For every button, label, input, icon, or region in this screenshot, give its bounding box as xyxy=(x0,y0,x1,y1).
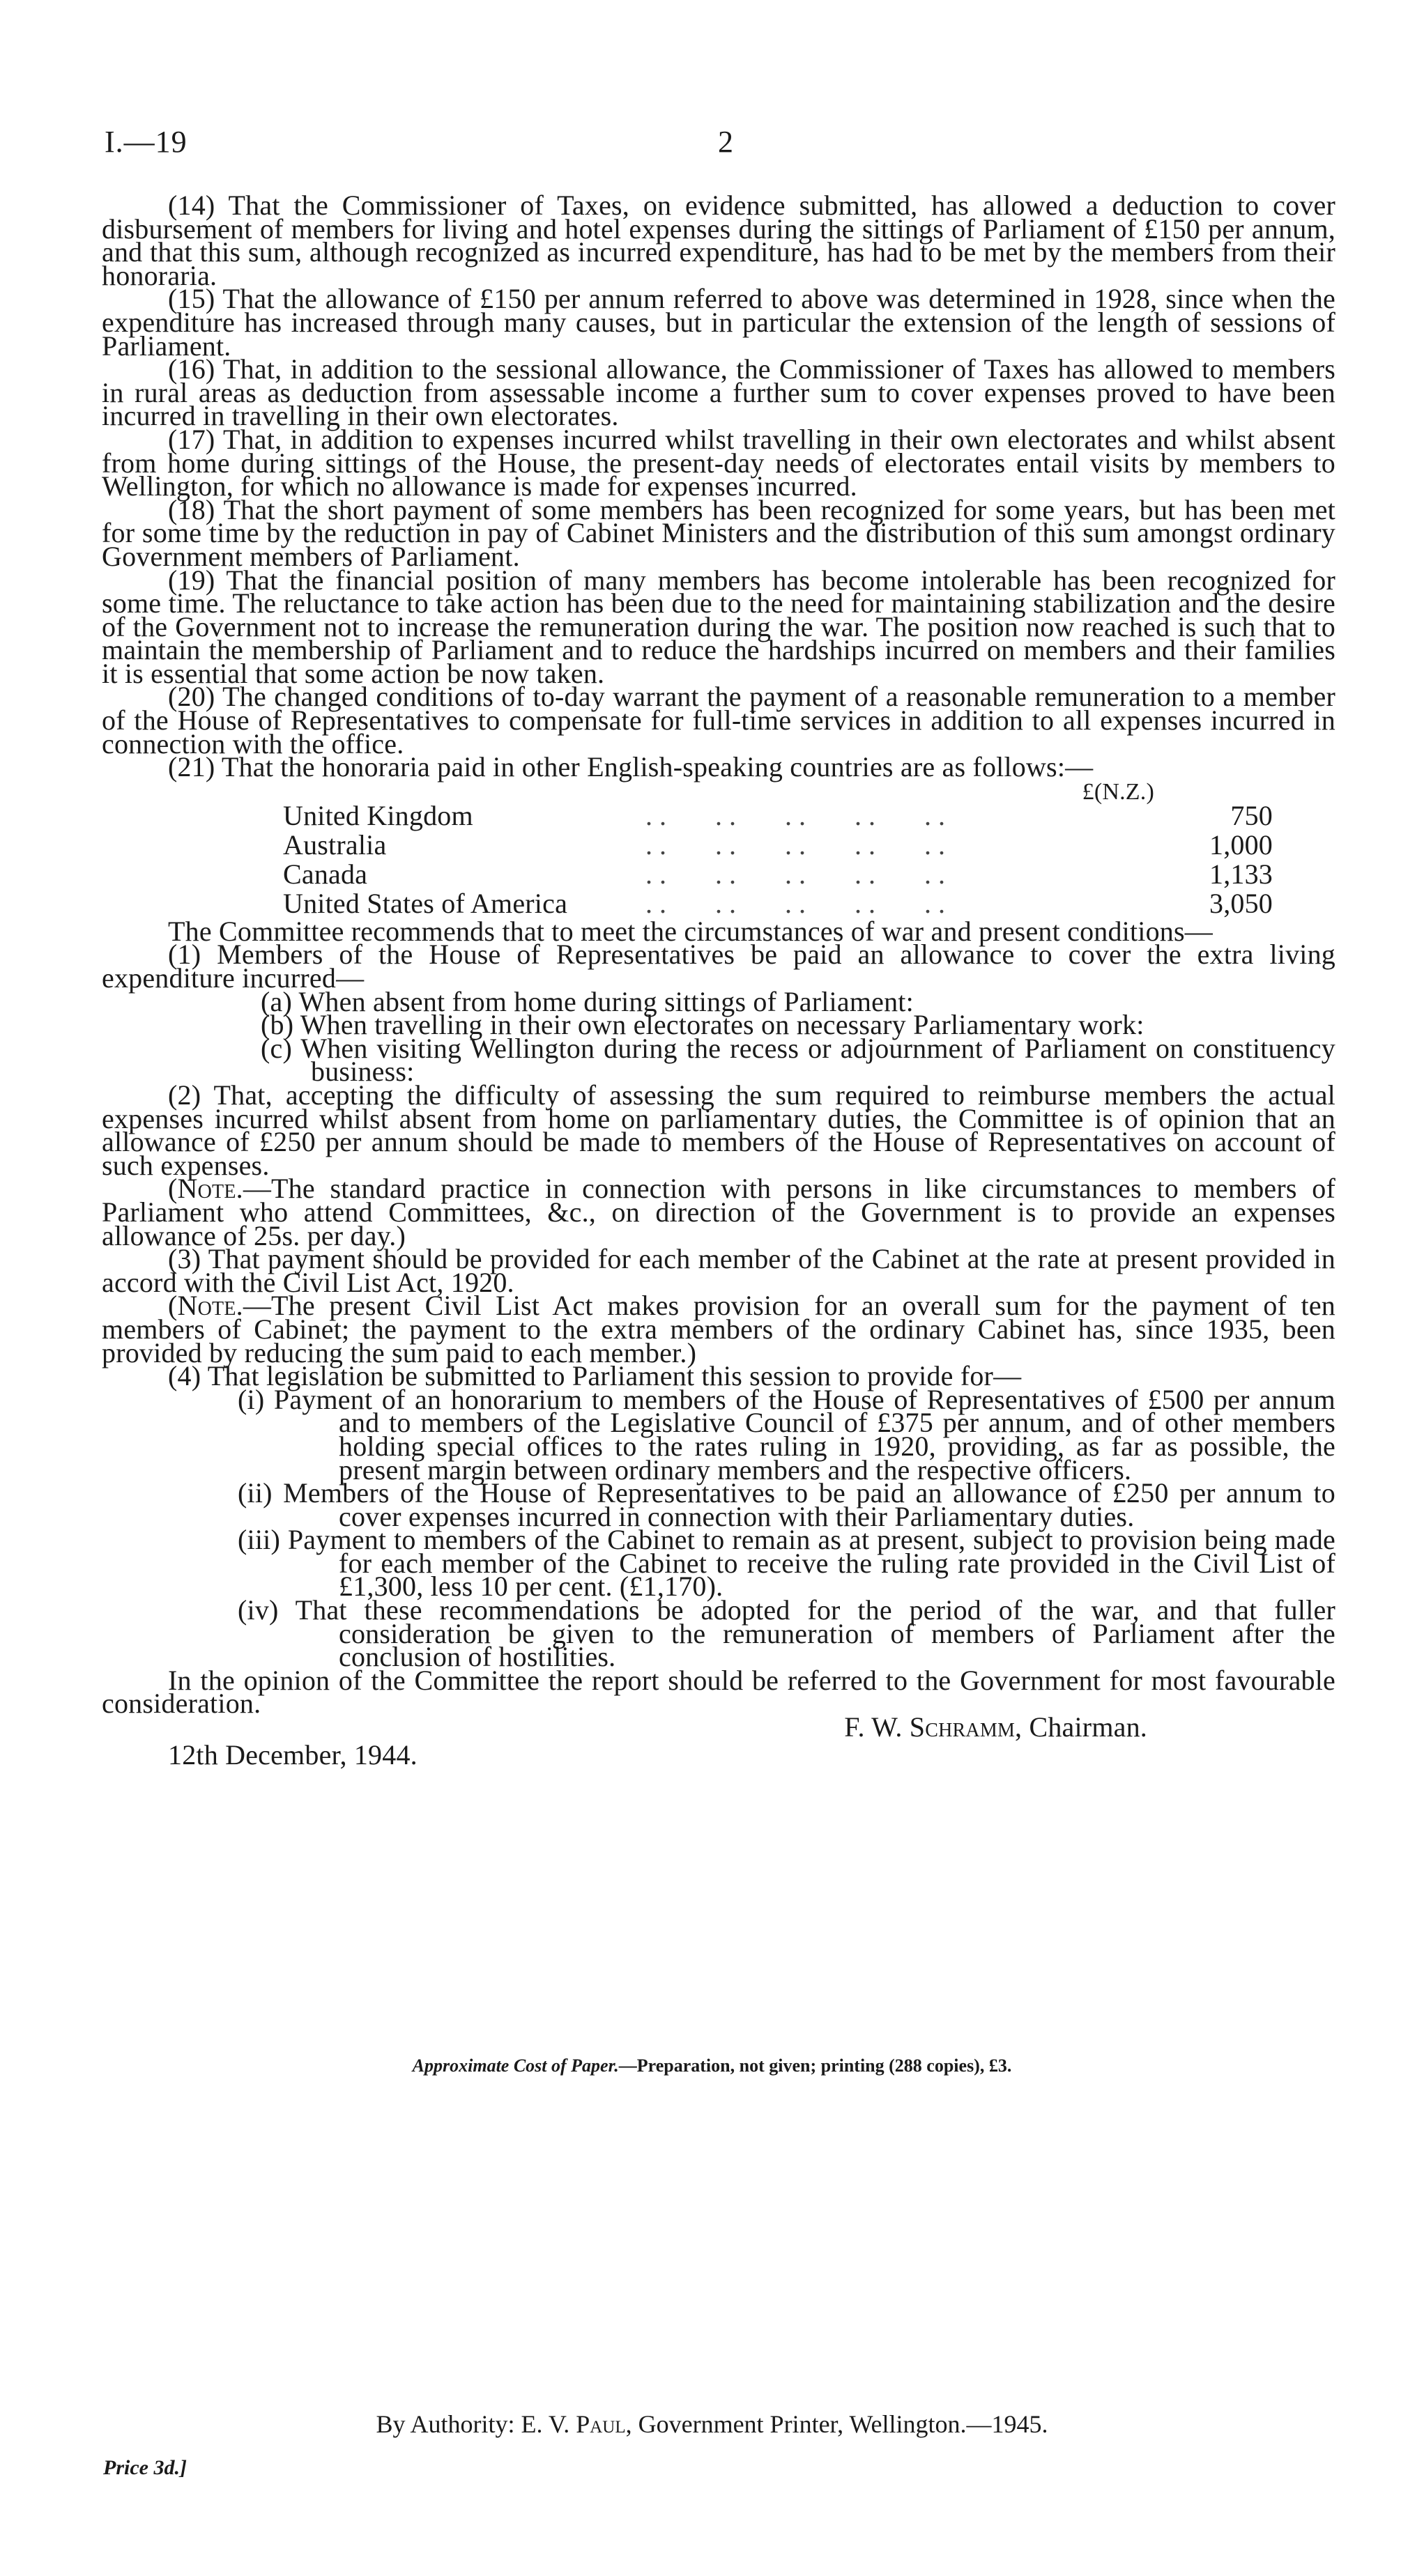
chairman-name: F. W. Schramm, xyxy=(844,1711,1023,1743)
note-1 xyxy=(102,1173,1335,1251)
table-row xyxy=(283,858,1273,890)
country-name: United States of America xyxy=(283,887,568,919)
cost-label: Approximate Cost of Paper. xyxy=(412,2056,619,2076)
printer-rest: Government Printer, Wellington.—1945. xyxy=(638,2410,1048,2438)
recommendation-4iv: (iv) That these recommendations be adopted for the period of the war, and that fuller consideration be given to the remuneration of members of Parliament after the conclusion of hostilities. xyxy=(238,1594,1335,1673)
cost-text: —Preparation, not given; printing (288 copies), £3. xyxy=(618,2056,1012,2076)
leader-dots: .. .. .. .. .. xyxy=(645,828,952,861)
amount: 1,000 xyxy=(1209,828,1273,861)
price: Price 3d.] xyxy=(103,2456,187,2479)
page-header xyxy=(105,124,1345,180)
printer-name: E. V. Paul, xyxy=(521,2410,632,2438)
recommendation-3: (3) That payment should be provided for each member of the Cabinet at the rate at present provided in accord with the Civil List Act, 1920. xyxy=(102,1243,1335,1298)
report-body xyxy=(102,190,1335,1778)
paragraph-20: (20) The changed conditions of to-day warrant the payment of a reasonable remuneration to a member of the House of Representatives to compensate for full-time services in addition to all expenses incurred in connection with the office. xyxy=(102,681,1335,759)
recommendation-4iii: (iii) Payment to members of the Cabinet to remain as at present, subject to provision being made for each member of the Cabinet to receive the ruling rate provided in the Civil List of £1,300, less 10 per cent. (£1,170). xyxy=(238,1524,1335,1603)
table-row xyxy=(283,799,1273,831)
leader-dots: .. .. .. .. .. xyxy=(645,799,952,831)
paragraph-15: (15) That the allowance of £150 per annum referred to above was determined in 1928, since when the expenditure has increased through many causes, but in particular the extension of the length of sessions of Parliament. xyxy=(102,283,1335,362)
table-row xyxy=(283,828,1273,861)
authority-line xyxy=(0,2409,1424,2439)
recommendation-2: (2) That, accepting the difficulty of assessing the sum required to reimburse members the actual expenses incurred whilst absent from home on parliamentary duties, the Committee is of opinion that an allowance of £250 per annum should be made to members of the House of Representatives on account of such expenses. xyxy=(102,1079,1335,1181)
country-name: Canada xyxy=(283,858,368,890)
note-label: (Note. xyxy=(168,1290,243,1322)
note-label: (Note. xyxy=(168,1173,243,1205)
document-reference: I.—19 xyxy=(105,125,187,159)
country-name: Australia xyxy=(283,828,387,861)
recommendation-4ii: (ii) Members of the House of Representatives to be paid an allowance of £250 per annum to cover expenses incurred in connection with their Parliamentary duties. xyxy=(238,1477,1335,1532)
leader-dots: .. .. .. .. .. xyxy=(645,858,952,890)
table-row xyxy=(283,887,1273,919)
recommendation-1a: (a) When absent from home during sittings of Parliament: xyxy=(261,985,914,1017)
note-2 xyxy=(102,1290,1335,1368)
signature-block xyxy=(102,1711,1335,1778)
page-number: 2 xyxy=(718,125,733,159)
paragraph-19: (19) That the financial position of many members has become intolerable has been recognized for some time. The reluctance to take action has been due to the need for maintaining stabilization and the desire of the Government not to increase the remuneration during the war. The position now reached is such that to maintain the membership of Parliament and to reduce the hardships incurred on members and their families it is essential that some action be now taken. xyxy=(102,564,1335,689)
recommendation-1: (1) Members of the House of Representatives be paid an allowance to cover the extra living expenditure incurred— xyxy=(102,939,1335,994)
recommendations-intro: The Committee recommends that to meet the circumstances of war and present conditions— xyxy=(168,915,1213,947)
report-date: 12th December, 1944. xyxy=(168,1739,418,1771)
chairman-title: Chairman. xyxy=(1029,1711,1147,1743)
paragraph-21: (21) That the honoraria paid in other English-speaking countries are as follows:— xyxy=(168,751,1094,783)
cost-of-paper xyxy=(0,2056,1424,2076)
note-text: —The present Civil List Act makes provision for an overall sum for the payment of ten members of Cabinet; the payment to the extra members of the ordinary Cabinet has, since 1935, been provided by reducing the sum paid to each member.) xyxy=(102,1290,1335,1368)
paragraph-14: (14) That the Commissioner of Taxes, on evidence submitted, has allowed a deduction to cover disbursement of members for living and hotel expenses during the sittings of Parliament of £150 per annum, and that this sum, although recognized as incurred expenditure, has had to be met by the members from their honoraria. xyxy=(102,190,1335,291)
paragraph-17: (17) That, in addition to expenses incurred whilst travelling in their own electorates and whilst absent from home during sittings of the House, the present-day needs of electorates entail visits by members to Wellington, for which no allowance is made for expenses incurred. xyxy=(102,423,1335,502)
paragraph-16: (16) That, in addition to the sessional allowance, the Commissioner of Taxes has allowed to members in rural areas as deduction from assessable income a further sum to cover expenses proved to have been incurred in travelling in their own electorates. xyxy=(102,353,1335,432)
recommendation-4i: (i) Payment of an honorarium to members of the House of Representatives of £500 per annum and to members of the Legislative Council of £375 per annum, and of other members holding special offices to the rates ruling in 1920, providing, as far as possible, the present margin between ordinary members and the respective officers. xyxy=(238,1383,1335,1486)
recommendation-1c: (c) When visiting Wellington during the recess or adjournment of Parliament on constituency business: xyxy=(261,1032,1335,1088)
recommendation-4: (4) That legislation be submitted to Parliament this session to provide for— xyxy=(168,1360,1022,1392)
honoraria-table xyxy=(102,780,1335,920)
amount: 1,133 xyxy=(1209,858,1273,890)
closing-statement: In the opinion of the Committee the report should be referred to the Government for most favourable consideration. xyxy=(102,1664,1335,1720)
chairman-signature xyxy=(844,1711,1147,1743)
recommendation-1b: (b) When travelling in their own electorates on necessary Parliamentary work: xyxy=(261,1009,1144,1041)
amount: 3,050 xyxy=(1209,887,1273,919)
country-name: United Kingdom xyxy=(283,799,473,831)
amount: 750 xyxy=(1230,799,1273,831)
leader-dots: .. .. .. .. .. xyxy=(645,887,952,919)
paragraph-18: (18) That the short payment of some members has been recognized for some years, but has been met for some time by the reduction in pay of Cabinet Ministers and the distribution of this sum amongst ordinary Government members of Parliament. xyxy=(102,493,1335,572)
currency-header: £(N.Z.) xyxy=(1082,778,1154,805)
authority-prefix: By Authority: xyxy=(376,2410,515,2438)
note-text: —The standard practice in connection with persons in like circumstances to members of Parliament who attend Committees, &c., on direction of the Government is to provide an expenses allowance of 25s. per day.) xyxy=(102,1173,1335,1251)
